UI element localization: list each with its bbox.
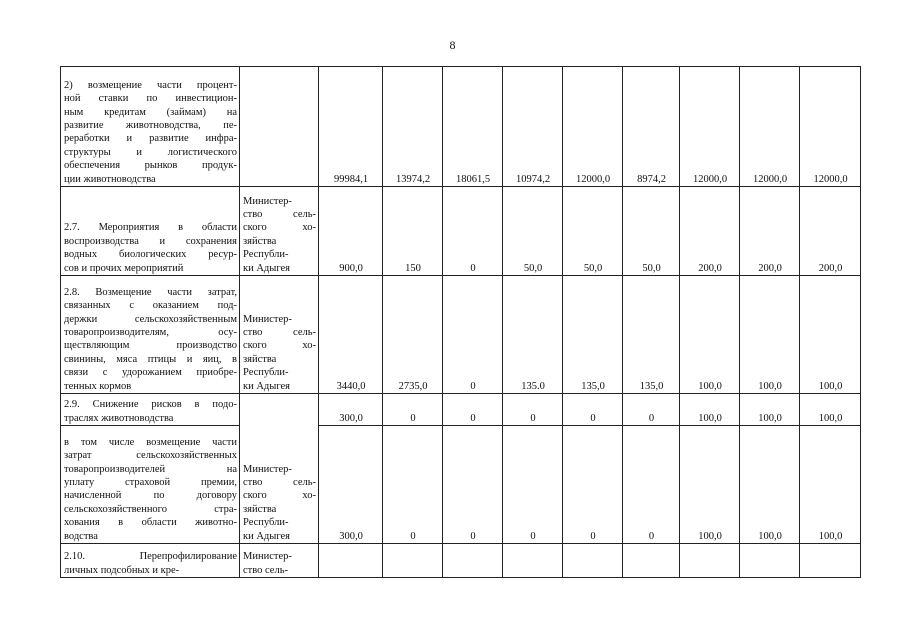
- exec-line: Республи-: [243, 367, 289, 379]
- desc-line: уплату страховой премии,: [64, 476, 237, 488]
- exec-line: Министер-: [243, 313, 292, 325]
- desc-line: сов и прочих мероприятий: [64, 262, 184, 274]
- desc-line: обеспечения рынков продук-: [64, 160, 237, 172]
- exec-line: ки Адыгея: [243, 530, 290, 542]
- value-cell: 18061,5: [443, 67, 503, 187]
- value-cell: 100,0: [740, 394, 800, 426]
- value-cell: [383, 544, 443, 578]
- executor-cell: [240, 187, 319, 276]
- exec-line: ство сель-: [243, 476, 316, 488]
- value-cell: 2735,0: [383, 276, 443, 394]
- desc-line: водных биологических ресур-: [64, 249, 237, 261]
- desc-line: товаропроизводителей на: [64, 463, 237, 475]
- desc-line: держки сельскохозяйственным: [64, 313, 237, 325]
- value-cell: 100,0: [800, 426, 861, 544]
- value-cell: 12000,0: [800, 67, 861, 187]
- desc-line: хования в области животно-: [64, 517, 237, 529]
- desc-line: воспроизводства и сохранения: [64, 235, 237, 247]
- value-cell: [800, 544, 861, 578]
- exec-line: ки Адыгея: [243, 380, 290, 392]
- desc-line: 2) возмещение части процент-: [64, 79, 237, 91]
- desc-line: начисленной по договору: [64, 490, 237, 502]
- desc-line: ной ставки по инвестицион-: [64, 93, 237, 105]
- value-cell: 0: [503, 394, 563, 426]
- exec-line: ки Адыгея: [243, 262, 290, 274]
- value-cell: 200,0: [800, 187, 861, 276]
- value-cell: 10974,2: [503, 67, 563, 187]
- value-cell: 200,0: [680, 187, 740, 276]
- desc-line: структуры и логистического: [64, 146, 237, 158]
- desc-line: 2.9. Снижение рисков в подо-: [64, 399, 237, 411]
- value-cell: 0: [443, 276, 503, 394]
- exec-line: ство сель-: [243, 208, 316, 220]
- desc-line: свинины, мяса птицы и яиц, в: [64, 353, 237, 365]
- desc-line: сельскохозяйственного стра-: [64, 503, 237, 515]
- table-row: [61, 67, 861, 187]
- value-cell: 12000,0: [740, 67, 800, 187]
- value-cell: 100,0: [680, 394, 740, 426]
- desc-line: тенных кормов: [64, 380, 132, 392]
- value-cell: [680, 544, 740, 578]
- desc-line: товаропроизводителям, осу-: [64, 326, 237, 338]
- value-cell: 3440,0: [319, 276, 383, 394]
- budget-table: [60, 66, 861, 578]
- exec-line: Министер-: [243, 195, 292, 207]
- value-cell: 0: [623, 394, 680, 426]
- table-row: [61, 394, 861, 426]
- exec-line: зяйства: [243, 235, 277, 247]
- value-cell: 100,0: [740, 426, 800, 544]
- exec-line: ского хо-: [243, 340, 316, 352]
- exec-line: Республи-: [243, 517, 289, 529]
- value-cell: 0: [503, 426, 563, 544]
- desc-line: развитие животноводства, пе-: [64, 119, 237, 131]
- value-cell: 100,0: [740, 276, 800, 394]
- exec-line: ского хо-: [243, 222, 316, 234]
- value-cell: 0: [623, 426, 680, 544]
- value-cell: [319, 544, 383, 578]
- value-cell: [443, 544, 503, 578]
- desc-line: реработки и развитие инфра-: [64, 133, 237, 145]
- desc-line: в том числе возмещение части: [64, 436, 237, 448]
- exec-line: ского хо-: [243, 490, 316, 502]
- exec-line: ство сель-: [243, 564, 288, 576]
- value-cell: 0: [563, 426, 623, 544]
- value-cell: 100,0: [800, 276, 861, 394]
- value-cell: 0: [383, 394, 443, 426]
- desc-line: 2.7. Мероприятия в области: [64, 222, 237, 234]
- desc-line: личных подсобных и кре-: [64, 564, 180, 576]
- value-cell: 100,0: [680, 276, 740, 394]
- executor-cell: [240, 544, 319, 578]
- desc-line: водства: [64, 530, 98, 542]
- desc-line: 2.10. Перепрофилирование: [64, 551, 237, 563]
- desc-line: ществляющим производство: [64, 340, 237, 352]
- value-cell: [503, 544, 563, 578]
- value-cell: 13974,2: [383, 67, 443, 187]
- value-cell: 99984,1: [319, 67, 383, 187]
- desc-line: траслях животноводства: [64, 412, 174, 424]
- value-cell: 50,0: [563, 187, 623, 276]
- value-cell: 50,0: [503, 187, 563, 276]
- value-cell: 12000,0: [680, 67, 740, 187]
- value-cell: 50,0: [623, 187, 680, 276]
- value-cell: 0: [383, 426, 443, 544]
- measure-description: [61, 426, 240, 544]
- desc-line: ции животноводства: [64, 173, 156, 185]
- executor-cell: [240, 67, 319, 187]
- value-cell: 900,0: [319, 187, 383, 276]
- page-number: 8: [449, 38, 456, 52]
- value-cell: 135,0: [563, 276, 623, 394]
- exec-line: зяйства: [243, 353, 277, 365]
- measure-description: [61, 276, 240, 394]
- exec-line: Министер-: [243, 551, 292, 563]
- table-row: [61, 187, 861, 276]
- desc-line: связи с удорожанием приобре-: [64, 367, 237, 379]
- value-cell: 200,0: [740, 187, 800, 276]
- desc-line: затрат сельскохозяйственных: [64, 450, 237, 462]
- value-cell: 0: [563, 394, 623, 426]
- value-cell: 8974,2: [623, 67, 680, 187]
- value-cell: [563, 544, 623, 578]
- exec-line: Республи-: [243, 249, 289, 261]
- value-cell: [623, 544, 680, 578]
- value-cell: [740, 544, 800, 578]
- exec-line: Министер-: [243, 463, 292, 475]
- value-cell: 12000,0: [563, 67, 623, 187]
- value-cell: 100,0: [680, 426, 740, 544]
- executor-cell: [240, 394, 319, 544]
- value-cell: 0: [443, 394, 503, 426]
- desc-line: 2.8. Возмещение части затрат,: [64, 286, 237, 298]
- table-row: [61, 276, 861, 394]
- value-cell: 150: [383, 187, 443, 276]
- value-cell: 100,0: [800, 394, 861, 426]
- measure-description: [61, 187, 240, 276]
- executor-cell: [240, 276, 319, 394]
- measure-description: [61, 544, 240, 578]
- value-cell: 300,0: [319, 394, 383, 426]
- desc-line: связанных с оказанием под-: [64, 300, 237, 312]
- desc-line: ным кредитам (займам) на: [64, 106, 237, 118]
- measure-description: [61, 394, 240, 426]
- value-cell: 135,0: [623, 276, 680, 394]
- value-cell: 0: [443, 426, 503, 544]
- value-cell: 135.0: [503, 276, 563, 394]
- exec-line: зяйства: [243, 503, 277, 515]
- table-row: [61, 426, 861, 544]
- exec-line: ство сель-: [243, 326, 316, 338]
- table-row: [61, 544, 861, 578]
- value-cell: 300,0: [319, 426, 383, 544]
- measure-description: [61, 67, 240, 187]
- value-cell: 0: [443, 187, 503, 276]
